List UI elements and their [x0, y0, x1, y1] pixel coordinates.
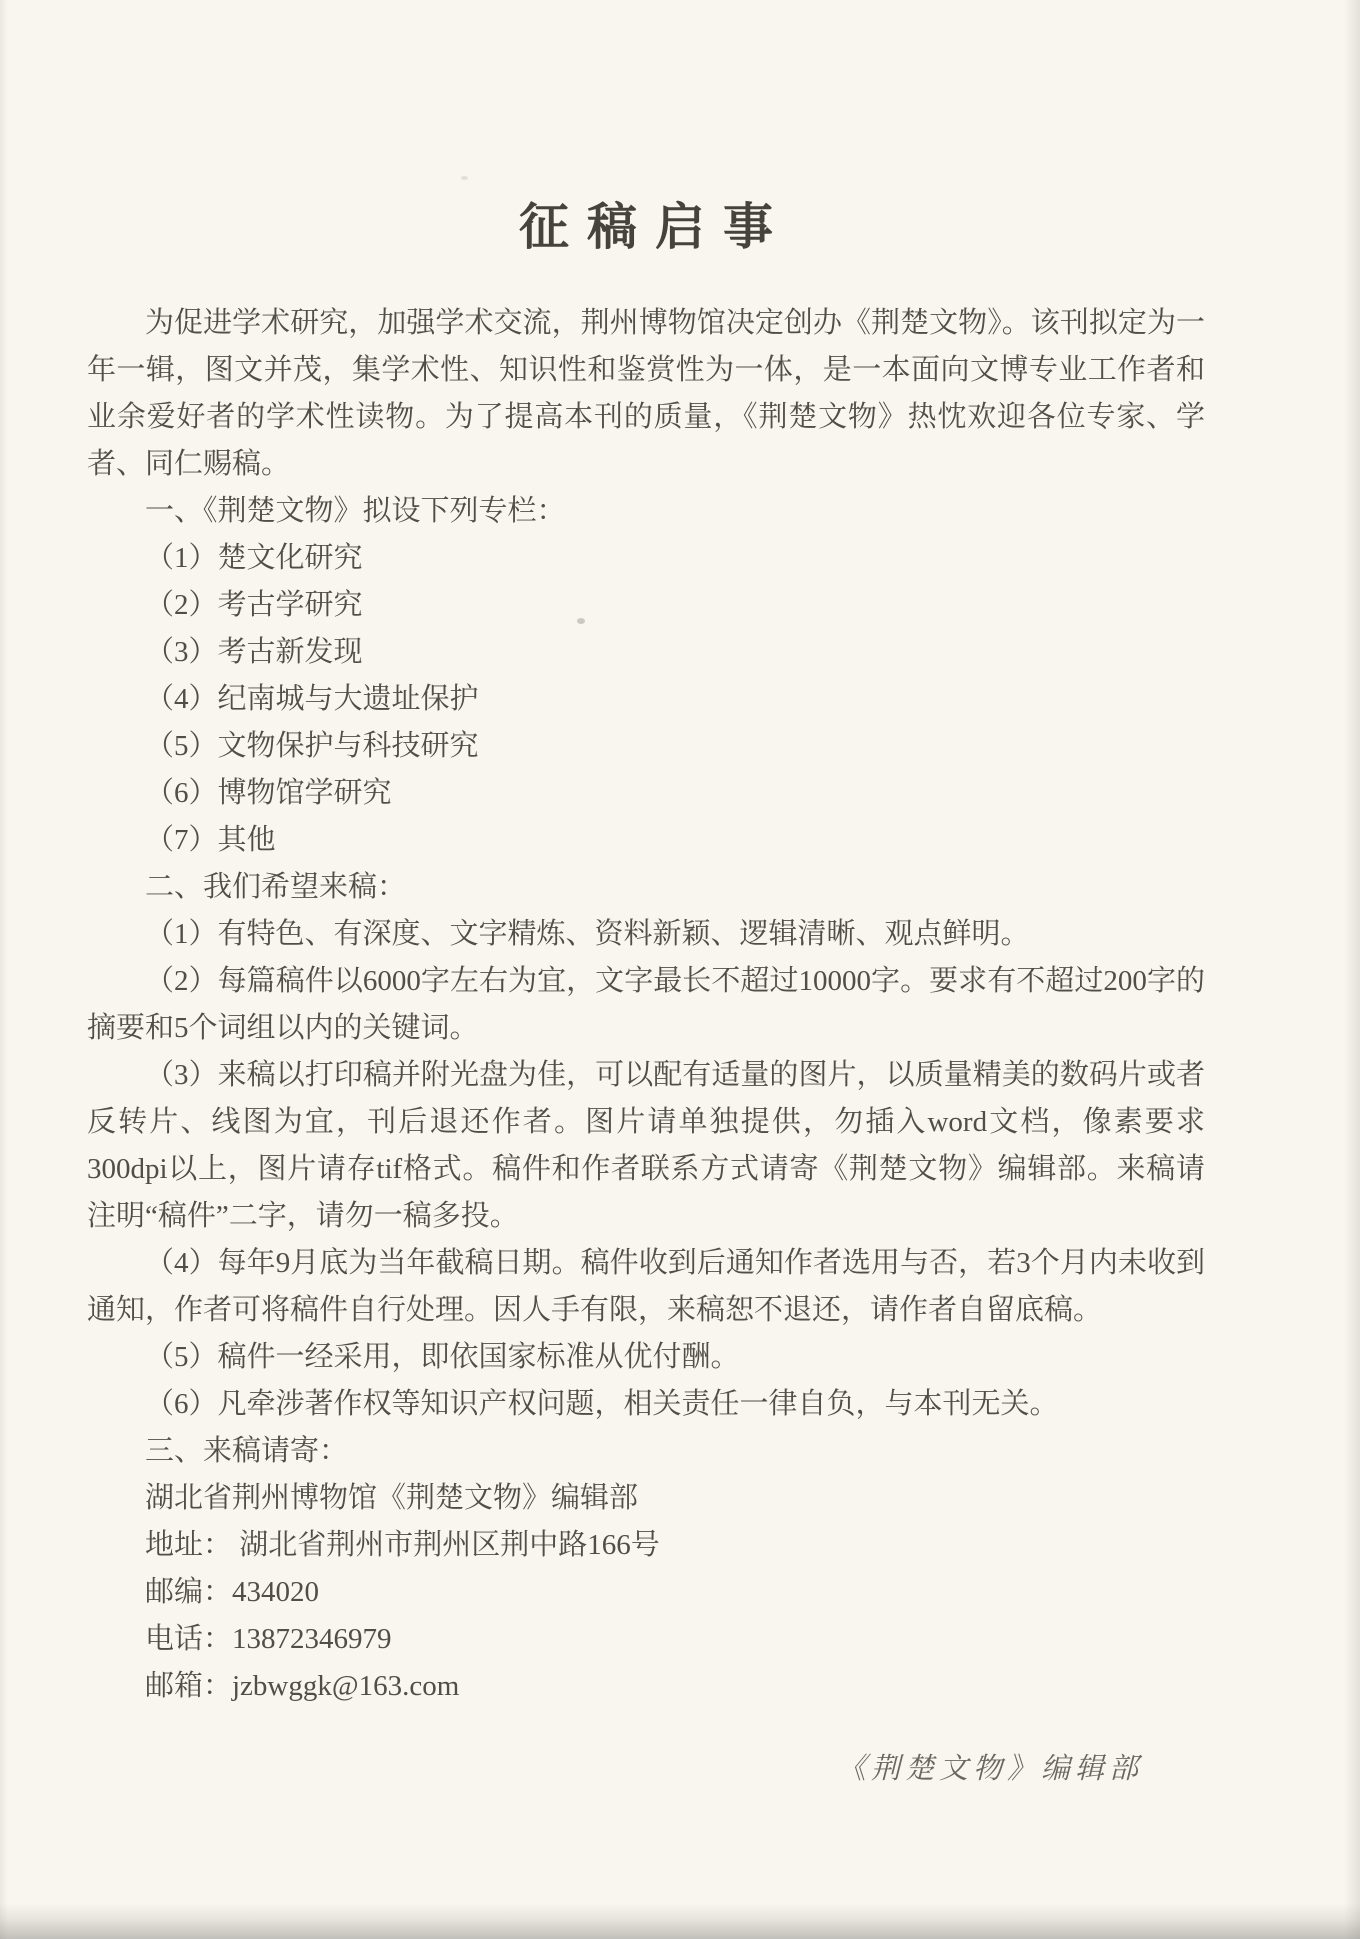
column-item: （1）楚文化研究: [145, 542, 363, 574]
section2-heading: 二、我们希望来稿：: [145, 871, 407, 903]
scan-shadow-right: [1344, 0, 1360, 1939]
contact-line-postcode: 邮编：434020: [145, 1576, 320, 1608]
section1-heading: 一、《荆楚文物》拟设下列专栏：: [145, 495, 566, 527]
contact-line-email: 邮箱：jzbwggk@163.com: [145, 1670, 460, 1702]
guideline-item: （1）有特色、有深度、文字精炼、资料新颖、逻辑清晰、观点鲜明。: [145, 918, 1030, 950]
column-item: （4）纪南城与大遗址保护: [145, 683, 479, 715]
scan-shadow-left: [0, 0, 8, 1939]
guideline-item: （4）每年9月底为当年截稿日期。稿件收到后通知作者选用与否，若3个月内未收到通知，作者可将稿件自行处理。因人手有限，来稿恕不退还，请作者自留底稿。: [87, 1247, 1205, 1326]
guideline-item: （2）每篇稿件以6000字左右为宜，文字最长不超过10000字。要求有不超过200字的摘要和5个词组以内的关键词。: [87, 965, 1205, 1044]
section3-heading: 三、来稿请寄：: [145, 1435, 349, 1467]
section-guidelines: [87, 864, 1205, 1428]
contact-line-phone: 电话：13872346979: [145, 1623, 392, 1655]
scan-speck: [577, 618, 585, 624]
column-item: （5）文物保护与科技研究: [145, 730, 479, 762]
section-contact: [87, 1428, 1205, 1710]
page-content: [87, 198, 1205, 1793]
scan-speck: [461, 176, 468, 180]
column-item: （7）其他: [145, 824, 276, 856]
column-item: （2）考古学研究: [145, 589, 363, 621]
guideline-item: （5）稿件一经采用，即依国家标准从优付酬。: [145, 1341, 740, 1373]
contact-line-address: 地址： 湖北省荆州市荆州区荆中路166号: [145, 1529, 660, 1561]
guideline-item: （3）来稿以打印稿并附光盘为佳，可以配有适量的图片，以质量精美的数码片或者反转片、线图为宜，刊后退还作者。图片请单独提供，勿插入word文档，像素要求300dpi以上，图片请存tif格式。稿件和作者联系方式请寄《荆楚文物》编辑部。来稿请注明“稿件”二字，请勿一稿多投。: [87, 1059, 1205, 1232]
contact-line-department: 湖北省荆州博物馆《荆楚文物》编辑部: [145, 1482, 639, 1514]
guideline-item: （6）凡牵涉著作权等知识产权问题，相关责任一律自负，与本刊无关。: [145, 1388, 1059, 1420]
signature: 《荆楚文物》编辑部: [836, 1753, 1143, 1785]
scan-shadow-bottom: [0, 1903, 1360, 1939]
column-item: （6）博物馆学研究: [145, 777, 392, 809]
column-item: （3）考古新发现: [145, 636, 363, 668]
intro-paragraph: 为促进学术研究，加强学术交流，荆州博物馆决定创办《荆楚文物》。该刊拟定为一年一辑，图文并茂，集学术性、知识性和鉴赏性为一体，是一本面向文博专业工作者和业余爱好者的学术性读物。为了提高本刊的质量，《荆楚文物》热忱欢迎各位专家、学者、同仁赐稿。: [87, 307, 1205, 480]
page-title: 征稿启事: [519, 199, 791, 255]
section-columns: [87, 488, 1205, 864]
